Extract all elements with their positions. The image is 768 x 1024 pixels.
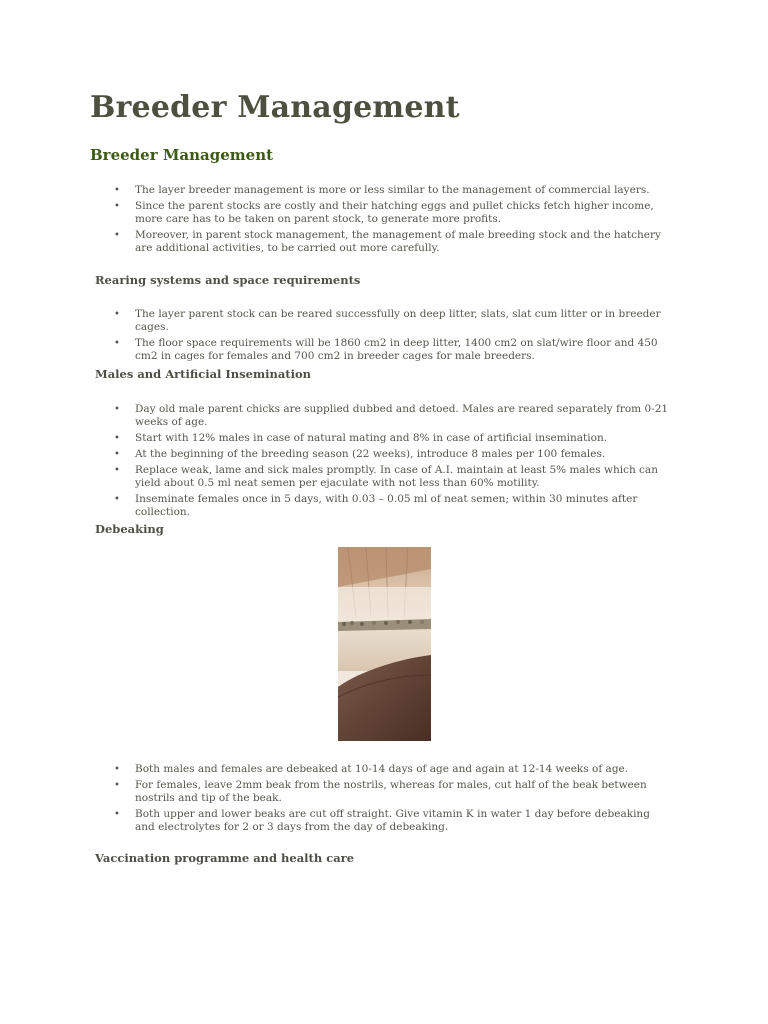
list-item: • Moreover, in parent stock management, the management of male breeding stock and the hatchery are additional activities, to be carried out more carefully.	[110, 229, 670, 255]
rearing-heading: Rearing systems and space requirements	[95, 273, 361, 287]
males-heading: Males and Artificial Insemination	[95, 367, 312, 381]
males-list	[110, 403, 670, 522]
list-item: • At the beginning of the breeding season (22 weeks), introduce 8 males per 100 females.	[110, 448, 670, 461]
section-title: Breeder Management	[90, 146, 274, 164]
page-title: Breeder Management	[90, 90, 460, 125]
list-item: • For females, leave 2mm beak from the nostrils, whereas for males, cut half of the beak between nostrils and tip of the beak.	[110, 779, 670, 805]
intro-list	[110, 184, 670, 258]
list-item: • Since the parent stocks are costly and their hatching eggs and pullet chicks fetch higher income, more care has to be taken on parent stock, to generate more profits.	[110, 200, 670, 226]
list-item: • Replace weak, lame and sick males promptly. In case of A.I. maintain at least 5% males which can yield about 0.5 ml neat semen per ejaculate with not less than 60% motility.	[110, 464, 670, 490]
debeaking-list	[110, 763, 670, 837]
list-item: • Both males and females are debeaked at 10-14 days of age and again at 12-14 weeks of age.	[110, 763, 670, 776]
list-item: • Both upper and lower beaks are cut off straight. Give vitamin K in water 1 day before debeaking and electrolytes for 2 or 3 days from the day of debeaking.	[110, 808, 670, 834]
list-item: • The layer parent stock can be reared successfully on deep litter, slats, slat cum litter or in breeder cages.	[110, 308, 670, 334]
rearing-list	[110, 308, 670, 366]
list-item: • The floor space requirements will be 1860 cm2 in deep litter, 1400 cm2 on slat/wire floor and 450 cm2 in cages for females and 700 cm2 in breeder cages for male breeders.	[110, 337, 670, 363]
vaccination-heading: Vaccination programme and health care	[95, 851, 355, 865]
poultry-house-photo	[338, 547, 431, 741]
list-item: • Day old male parent chicks are supplied dubbed and detoed. Males are reared separately from 0-21 weeks of age.	[110, 403, 670, 429]
list-item: • Inseminate females once in 5 days, with 0.03 – 0.05 ml of neat semen; within 30 minutes after collection.	[110, 493, 670, 519]
list-item: • Start with 12% males in case of natural mating and 8% in case of artificial insemination.	[110, 432, 670, 445]
list-item: • The layer breeder management is more or less similar to the management of commercial layers.	[110, 184, 670, 197]
debeaking-heading: Debeaking	[95, 522, 164, 536]
